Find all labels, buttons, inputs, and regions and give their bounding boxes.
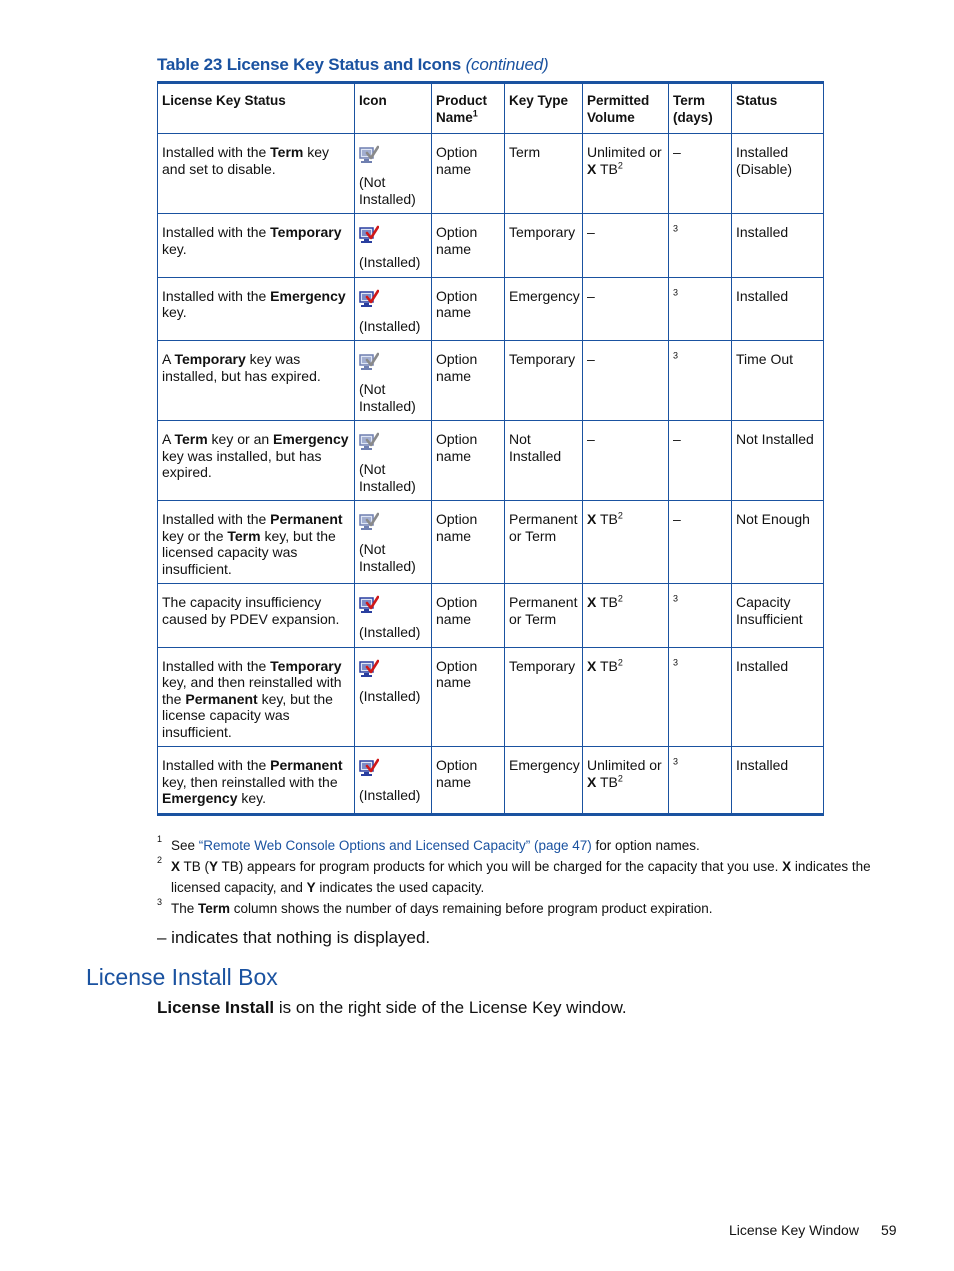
- cell-term-days: –: [669, 421, 732, 501]
- footnote-number: 1: [157, 834, 163, 844]
- header-term-days: Term (days): [669, 83, 732, 134]
- cell-product-name: Option name: [432, 647, 505, 747]
- footnote-ref: 2: [617, 593, 623, 604]
- cell-permitted-volume: –: [583, 277, 669, 341]
- icon-label: (Not Installed): [359, 174, 416, 207]
- cross-reference-link[interactable]: “Remote Web Console Options and Licensed Capacity” (page 47): [198, 838, 592, 853]
- footnote-ref: 3: [673, 593, 679, 604]
- cell-term-days: [669, 277, 732, 341]
- cell-product-name: Option name: [432, 277, 505, 341]
- footnote-ref: 2: [617, 656, 623, 667]
- cell-permitted-volume: –: [583, 421, 669, 501]
- cell-status: Installed: [732, 214, 824, 278]
- cell-status: Not Installed: [732, 421, 824, 501]
- footnote-ref: 3: [673, 656, 679, 667]
- table-row: [158, 277, 824, 341]
- cell-permitted-volume: X $TB^2$: [583, 647, 669, 747]
- cell-license-key-status: Installed with the Emergency key.: [158, 277, 355, 341]
- footnote-ref: 2: [617, 159, 623, 170]
- footer-title: License Key Window: [729, 1222, 859, 1238]
- cell-term-days: –: [669, 501, 732, 584]
- cell-permitted-volume: Unlimited or X $TB^2$: [583, 134, 669, 214]
- cell-term-days: [669, 341, 732, 421]
- footnote-ref: 3: [673, 350, 679, 361]
- footnote-ref: 3: [673, 286, 679, 297]
- cell-status: Installed: [732, 747, 824, 815]
- cell-key-type: Temporary: [505, 647, 583, 747]
- cell-icon: [355, 277, 432, 341]
- icon-label: (Installed): [359, 687, 421, 704]
- cell-product-name: Option name: [432, 341, 505, 421]
- cell-icon: [355, 214, 432, 278]
- icon-label: (Not Installed): [359, 461, 416, 494]
- header-product-name: Product Name$^1$: [432, 83, 505, 134]
- page-footer: [729, 1222, 897, 1238]
- cell-icon: [355, 421, 432, 501]
- license-not-installed-icon: [359, 351, 379, 373]
- license-installed-icon: [359, 658, 379, 680]
- cell-icon: [355, 341, 432, 421]
- cell-key-type: Permanent or Term: [505, 501, 583, 584]
- cell-permitted-volume: X $TB^2$: [583, 501, 669, 584]
- footnote-ref: 2: [617, 772, 623, 783]
- cell-key-type: Not Installed: [505, 421, 583, 501]
- footnotes: [157, 835, 897, 919]
- cell-term-days: [669, 647, 732, 747]
- caption-continued: (continued): [465, 55, 549, 74]
- cell-status: Installed: [732, 277, 824, 341]
- cell-key-type: Emergency: [505, 277, 583, 341]
- license-not-installed-icon: [359, 511, 379, 533]
- footnote-ref: 1: [472, 108, 478, 118]
- footnote-number: 2: [157, 855, 163, 865]
- footnote-ref: 3: [673, 756, 679, 767]
- cell-permitted-volume: Unlimited or X $TB^2$: [583, 747, 669, 815]
- license-installed-icon: [359, 288, 379, 310]
- para-rest: is on the right side of the License Key window.: [274, 998, 627, 1017]
- license-installed-icon: [359, 757, 379, 779]
- cell-license-key-status: The capacity insufficiency caused by PDEV expansion.: [158, 584, 355, 648]
- caption-title: Table 23 License Key Status and Icons: [157, 55, 462, 74]
- cell-term-days: [669, 214, 732, 278]
- table-row: [158, 214, 824, 278]
- license-installed-icon: [359, 224, 379, 246]
- cell-license-key-status: A Term key or an Emergency key was installed, but has expired.: [158, 421, 355, 501]
- page-number: 59: [880, 1222, 897, 1238]
- section-heading: License Install Box: [86, 964, 278, 990]
- cell-product-name: Option name: [432, 134, 505, 214]
- cell-key-type: Temporary: [505, 214, 583, 278]
- cell-key-type: Temporary: [505, 341, 583, 421]
- cell-permitted-volume: X $TB^2$: [583, 584, 669, 648]
- table-row: [158, 747, 824, 815]
- cell-license-key-status: A Temporary key was installed, but has expired.: [158, 341, 355, 421]
- cell-permitted-volume: –: [583, 214, 669, 278]
- license-not-installed-icon: [359, 431, 379, 453]
- table-row: [158, 501, 824, 584]
- table-header-row: [158, 83, 824, 134]
- dash-note: – indicates that nothing is displayed.: [157, 928, 431, 947]
- table-row: [158, 647, 824, 747]
- cell-permitted-volume: –: [583, 341, 669, 421]
- cell-product-name: Option name: [432, 421, 505, 501]
- icon-label: (Not Installed): [359, 541, 416, 574]
- icon-label: (Installed): [359, 787, 421, 803]
- license-not-installed-icon: [359, 144, 379, 166]
- cell-license-key-status: Installed with the Temporary key.: [158, 214, 355, 278]
- license-installed-icon: [359, 594, 379, 616]
- license-key-status-table: [157, 81, 824, 816]
- footnote-number: 3: [157, 897, 163, 907]
- cell-icon: [355, 134, 432, 214]
- cell-status: Time Out: [732, 341, 824, 421]
- cell-icon: [355, 747, 432, 815]
- para-bold: License Install: [157, 998, 275, 1017]
- table-caption: [157, 55, 548, 75]
- cell-license-key-status: Installed with the Term key and set to disable.: [158, 134, 355, 214]
- cell-term-days: [669, 584, 732, 648]
- header-status: Status: [732, 83, 824, 134]
- cell-term-days: –: [669, 134, 732, 214]
- cell-icon: [355, 584, 432, 648]
- table-row: [158, 584, 824, 648]
- icon-label: (Not Installed): [359, 381, 416, 414]
- cell-key-type: Emergency: [505, 747, 583, 815]
- footnote-ref: 2: [617, 510, 623, 521]
- header-license-key-status: License Key Status: [158, 83, 355, 134]
- cell-status: Installed (Disable): [732, 134, 824, 214]
- cell-status: Not Enough: [732, 501, 824, 584]
- section-paragraph: [157, 998, 627, 1018]
- cell-key-type: Term: [505, 134, 583, 214]
- table-row: [158, 421, 824, 501]
- icon-label: (Installed): [359, 254, 421, 270]
- footnote: 3 The Term column shows the number of days remaining before program product expiration.: [157, 898, 897, 919]
- cell-product-name: Option name: [432, 747, 505, 815]
- cell-license-key-status: Installed with the Temporary key, and then reinstalled with the Permanent key, but the license capacity was insufficient.: [158, 647, 355, 747]
- header-permitted-volume: Permitted Volume: [583, 83, 669, 134]
- footnote-ref: 3: [673, 223, 679, 234]
- cell-icon: [355, 647, 432, 747]
- cell-status: Installed: [732, 647, 824, 747]
- table-row: [158, 341, 824, 421]
- table-row: [158, 134, 824, 214]
- cell-license-key-status: Installed with the Permanent key or the Term key, but the licensed capacity was insufficient.: [158, 501, 355, 584]
- cell-icon: [355, 501, 432, 584]
- cell-license-key-status: Installed with the Permanent key, then reinstalled with the Emergency key.: [158, 747, 355, 815]
- cell-term-days: [669, 747, 732, 815]
- header-key-type: Key Type: [505, 83, 583, 134]
- footnote: 1 See “Remote Web Console Options and Licensed Capacity” (page 47) for option names.: [157, 835, 897, 856]
- cell-product-name: Option name: [432, 584, 505, 648]
- cell-status: Capacity Insufficient: [732, 584, 824, 648]
- cell-key-type: Permanent or Term: [505, 584, 583, 648]
- header-icon: Icon: [355, 83, 432, 134]
- icon-label: (Installed): [359, 317, 421, 334]
- cell-product-name: Option name: [432, 501, 505, 584]
- footnote: 2 X TB (Y TB) appears for program products for which you will be charged for the capacity that you use. X indicates the licensed capacity, and Y indicates the used capacity.: [157, 856, 897, 898]
- cell-product-name: Option name: [432, 214, 505, 278]
- icon-label: (Installed): [359, 624, 421, 640]
